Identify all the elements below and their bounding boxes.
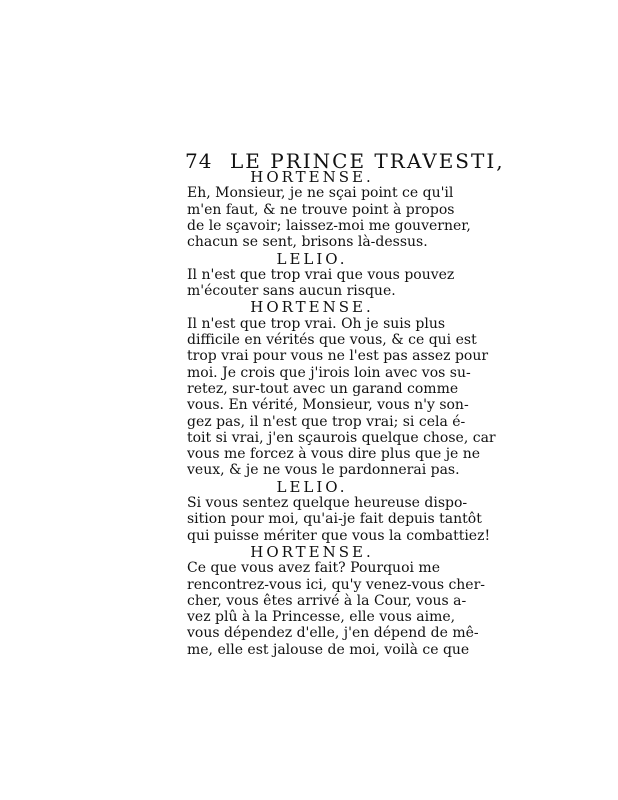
running-title: LE PRINCE TRAVESTI, <box>230 149 505 173</box>
text-line: gez pas, il n'est que trop vrai; si cela é- <box>187 413 466 430</box>
text-line: me, elle est jalouse de moi, voilà ce que <box>187 641 470 658</box>
text-line: Ce que vous avez fait? Pourquoi me <box>187 560 440 577</box>
text-line: chacun se sent, brisons là-dessus. <box>187 234 428 251</box>
speaker-name: LELIO. <box>276 249 348 268</box>
text-line: trop vrai pour vous ne l'est pas assez pour <box>187 348 489 365</box>
speaker-name: LELIO. <box>276 477 348 496</box>
page-number: 74 <box>185 149 213 173</box>
text-line: m'en faut, & ne trouve point à propos <box>187 201 455 218</box>
text-line: m'écouter sans aucun risque. <box>187 283 396 300</box>
speaker-name: HORTENSE. <box>250 168 374 186</box>
text-line: toit si vrai, j'en sçaurois quelque chose, car <box>187 429 496 446</box>
text-line: vous. En vérité, Monsieur, vous n'y son- <box>187 397 469 414</box>
text-line: qui puisse mériter que vous la combattiez! <box>187 527 491 544</box>
text-line: difficile en vérités que vous, & ce qui est <box>187 332 477 348</box>
text-line: veux, & je ne vous le pardonnerai pas. <box>187 462 460 479</box>
text-line: Il n'est que trop vrai. Oh je suis plus <box>187 315 446 332</box>
text-line: Il n'est que trop vrai que vous pouvez <box>187 266 455 283</box>
text-line: retez, sur-tout avec un garand comme <box>187 380 459 397</box>
text-line: rencontrez-vous ici, qu'y venez-vous cher- <box>187 576 486 593</box>
text-line: vez plû à la Princesse, elle vous aime, <box>187 609 456 626</box>
text-line: vous dépendez d'elle, j'en dépend de mê- <box>187 625 479 642</box>
speaker-name: HORTENSE. <box>250 298 374 317</box>
text-line: sition pour moi, qu'ai-je fait depuis tantôt <box>187 511 482 528</box>
text-line: cher, vous êtes arrivé à la Cour, vous a- <box>187 592 467 609</box>
speaker-name: HORTENSE. <box>250 542 374 561</box>
text-line: Eh, Monsieur, je ne sçai point ce qu'il <box>187 185 454 202</box>
text-line: vous me forcez à vous dire plus que je ne <box>187 446 481 463</box>
text-line: Si vous sentez quelque heureuse dispo- <box>187 495 468 511</box>
text-line: de le sçavoir; laissez-moi me gouverner, <box>187 217 471 234</box>
text-line: moi. Je crois que j'irois loin avec vos su- <box>187 364 471 381</box>
